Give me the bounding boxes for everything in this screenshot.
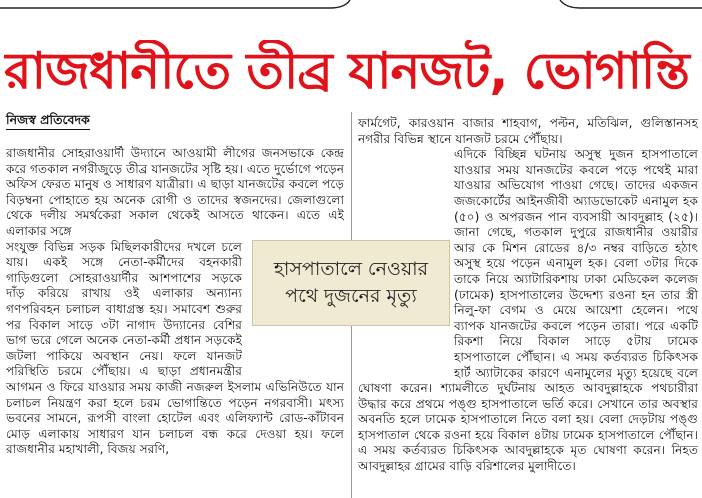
left-paragraph-2: সংযুক্ত বিভিন্ন সড়ক মিছিলকারীদের দখলে চলে যায়। একই সঙ্গে নেতা-কর্মীদের বহনকারী গাড়িগুলো সোহরাওয়ার্দীর আশপাশের সড়কে দাঁড় করিয়ে রাখায় ওই এলাকার অন্যান্য গণপরিবহন চলাচল বাধাগ্রস্ত হয়। সমাবেশ শুরুর পর বিকাল সাড়ে ৩টা নাগাদ উদ্যানের বেশির ভাগ ভরে গেলে অনেক নেতা-কর্মী প্রধান সড়কেই জটলা পাকিয়ে অবস্থান নেয়। ফলে যানজট পরিস্থিতি চরমে পৌঁছায়। এ ছাড়া প্রধানমন্ত্রীর আগমন ও ফিরে যাওয়ার সময় কাজী নজরুল ইসলাম এভিনিউতে যান চলাচল নিয়ন্ত্রণ করা হলে চরম ভোগান্তিতে পড়েন নগরবাসী। মৎস্য ভবনের সামনে, রূপসী বাংলা হোটেল এবং এলিফ্যান্ট রোড-কাঁটাবন মোড় এলাকায় সাধারণ যান চলাচল বন্ধ করে দেওয়া হয়। ফলে রাজধানীর মহাখালী, বিজয় সরণি, bbox=[6, 239, 344, 457]
pullquote-line-2: পথে দুজনের মৃত্যু bbox=[285, 285, 417, 307]
right-paragraph-1: ফার্মগেট, কারওয়ান বাজার শাহবাগ, পল্টন, মতিঝিল, গুলিস্তানসহ নগরীর বিভিন্ন স্থানে যানজট চরমে পৌঁছায়। bbox=[358, 116, 698, 146]
headline: রাজধানীতে তীব্র যানজট, ভোগান্তি bbox=[4, 42, 689, 100]
byline: নিজস্ব প্রতিবেদক bbox=[6, 112, 90, 130]
left-paragraph-1: রাজধানীর সোহরাওয়ার্দী উদ্যানে আওয়ামী লীগের জনসভাকে কেন্দ্র করে গতকাল নগরীজুড়ে তীব্র যানজটের সৃষ্টি হয়। এতে দুর্ভোগে পড়েন অফিস ফেরত মানুষ ও সাধারণ যাত্রীরা। এ ছাড়া যানজটের কবলে পড়ে বিড়ম্বনা পোহাতে হয় অনেক রোগী ও তাদের স্বজনদের। জেলাগুলো থেকে দলীয় সমর্থকেরা সকাল থেকেই আসতে থাকেন। এতে এই এলাকার সঙ্গে bbox=[6, 146, 344, 238]
pullquote-line-1: হাসপাতালে নেওয়ার bbox=[273, 258, 429, 280]
top-frame-lines bbox=[0, 0, 702, 30]
right-paragraph-2: এদিকে বিচ্ছিন্ন ঘটনায় অসুস্থ দুজন হাসপাতালে যাওয়ার সময় যানজটের কবলে পড়ে পথেই মারা যাওয়ার অভিযোগ পাওয়া গেছে। তাদের একজন জজকোর্টের আইনজীবী অ্যাডভোকেট এনামুল হক (৫০) ও অপরজন পান ব্যবসায়ী আবদুল্লাহ (২৫)। জানা গেছে, গতকাল দুপুরে রাজধানীর ওয়ারীর আর কে মিশন রোডের ৪/৩ নম্বর বাড়িতে হঠাৎ অসুস্থ হয়ে পড়েন এনামুল হক। বেলা ৩টার দিকে তাকে নিয়ে অ্যাটারিকশায় ঢাকা মেডিকেল কলেজ (ঢামেক) হাসপাতালের উদ্দেশ্য রওনা হন তার স্ত্রী নিলু-ফা বেগম ও মেয়ে আয়েশা হেলেন। পথে ব্যাপক যানজটের কবলে পড়েন তারা। পরে একটি রিকশা নিয়ে বিকাল সাড়ে ৫টায় ঢামেক হাসপাতালে পৌঁছান। এ সময় কর্তব্যরত চিকিৎসক হার্ট অ্যাটাকের কারণে এনামুলের মৃত্যু হয়েছে বলে ঘোষণা করেন। শ্যামলীতে দুর্ঘটনায় আহত আবদুল্লাহকে পথচারীরা উদ্ধার করে প্রথমে পঙ্গু হাসপাতালে ভর্তি করে। সেখানে তার অবস্থার অবনতি হলে ঢামেক হাসপাতালে নিতে বলা হয়। বেলা দেড়টায় পঙ্গু হাসপাতাল থেকে রওনা হয়ে বিকাল ৪টায় ঢামেক হাসপাতালে পৌঁছান। এ সময় কর্তব্যরত চিকিৎসক আবদুল্লাহকে মৃত ঘোষণা করেন। নিহত আবদুল্লাহর গ্রামের বাড়ি বরিশালের মুলাদীতে। bbox=[358, 147, 698, 474]
pullquote-box bbox=[252, 240, 450, 326]
